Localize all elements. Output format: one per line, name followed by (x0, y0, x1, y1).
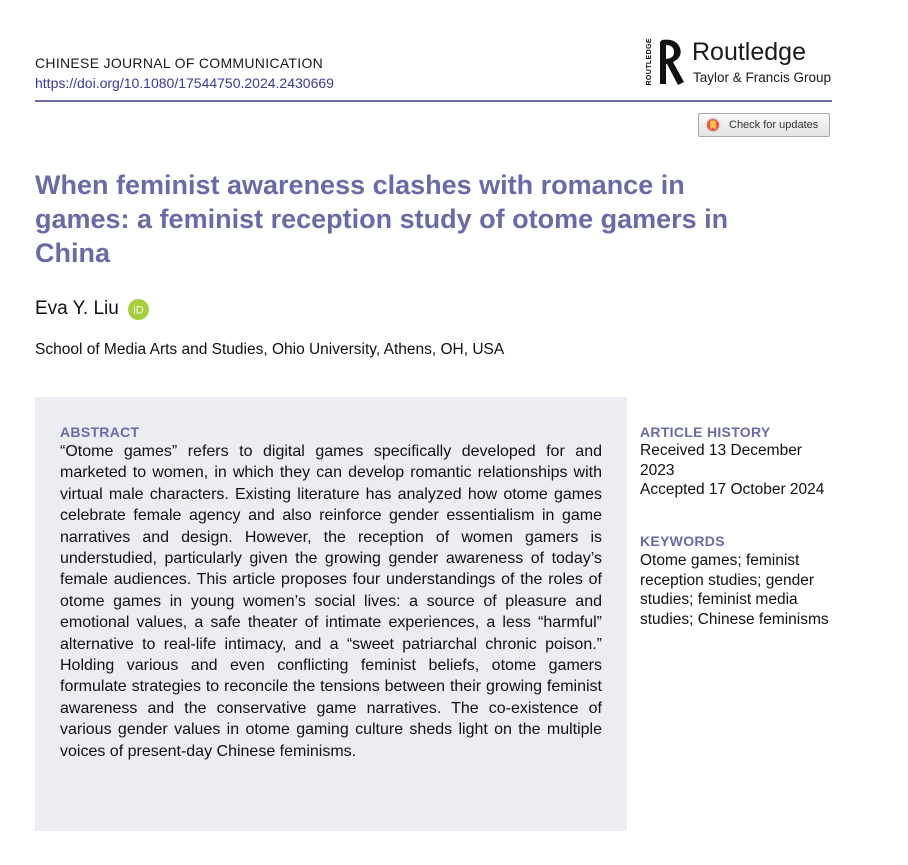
history-received: Received 13 December 2023 (640, 442, 802, 479)
crossmark-icon (705, 117, 721, 133)
doi-link[interactable]: https://doi.org/10.1080/17544750.2024.2430669 (35, 75, 334, 91)
keywords-heading: KEYWORDS (640, 533, 725, 549)
history-accepted: Accepted 17 October 2024 (640, 481, 825, 498)
check-for-updates-button[interactable] (698, 113, 830, 137)
article-title: When feminist awareness clashes with romance in games: a feminist reception study of otome gamers in China (35, 170, 729, 268)
author-line (35, 298, 149, 320)
publisher-side-text: ROUTLEDGE (646, 38, 653, 86)
publisher-logo (642, 34, 837, 90)
article-history-list (640, 441, 830, 500)
publisher-group: Taylor & Francis Group (693, 70, 832, 85)
abstract-body: “Otome games” refers to digital games specifically developed for and marketed to women, in which they can develop romantic relationships with virtual male characters. Existing literature has analyzed how otome games celebrate female agency and also reinforce gender essentialism in game narratives and design. However, the reception of women gamers is understudied, particularly given the growing gender awareness of today’s female audiences. This article proposes four understandings of the roles of otome games in young women’s social lives: a source of pleasure and emotional values, a safe theater of intimate experiences, a less “harmful” alternative to real-life intimacy, and a “sweet patriarchal chronic poison.” Holding various and even conflicting feminist beliefs, otome gamers formulate strategies to reconcile the tensions between their growing feminist awareness and the conservative game narratives. The co-existence of various gender values in otome gaming culture sheds light on the multiple voices of present-day Chinese feminisms. (60, 443, 602, 760)
author-affiliation: School of Media Arts and Studies, Ohio University, Athens, OH, USA (35, 341, 505, 358)
author-name: Eva Y. Liu (35, 298, 119, 319)
journal-name: CHINESE JOURNAL OF COMMUNICATION (35, 55, 324, 71)
orcid-glyph: iD (133, 304, 144, 317)
header-divider (35, 100, 832, 102)
abstract-heading: ABSTRACT (60, 424, 140, 440)
orcid-icon[interactable] (128, 299, 149, 320)
keywords-list: Otome games; feminist reception studies; gender studies; feminist media studies; Chinese feminisms (640, 552, 829, 628)
article-history-heading: ARTICLE HISTORY (640, 424, 771, 440)
publisher-name: Routledge (692, 38, 806, 66)
check-for-updates-label: Check for updates (729, 119, 819, 131)
routledge-r-logo-icon (656, 36, 688, 88)
